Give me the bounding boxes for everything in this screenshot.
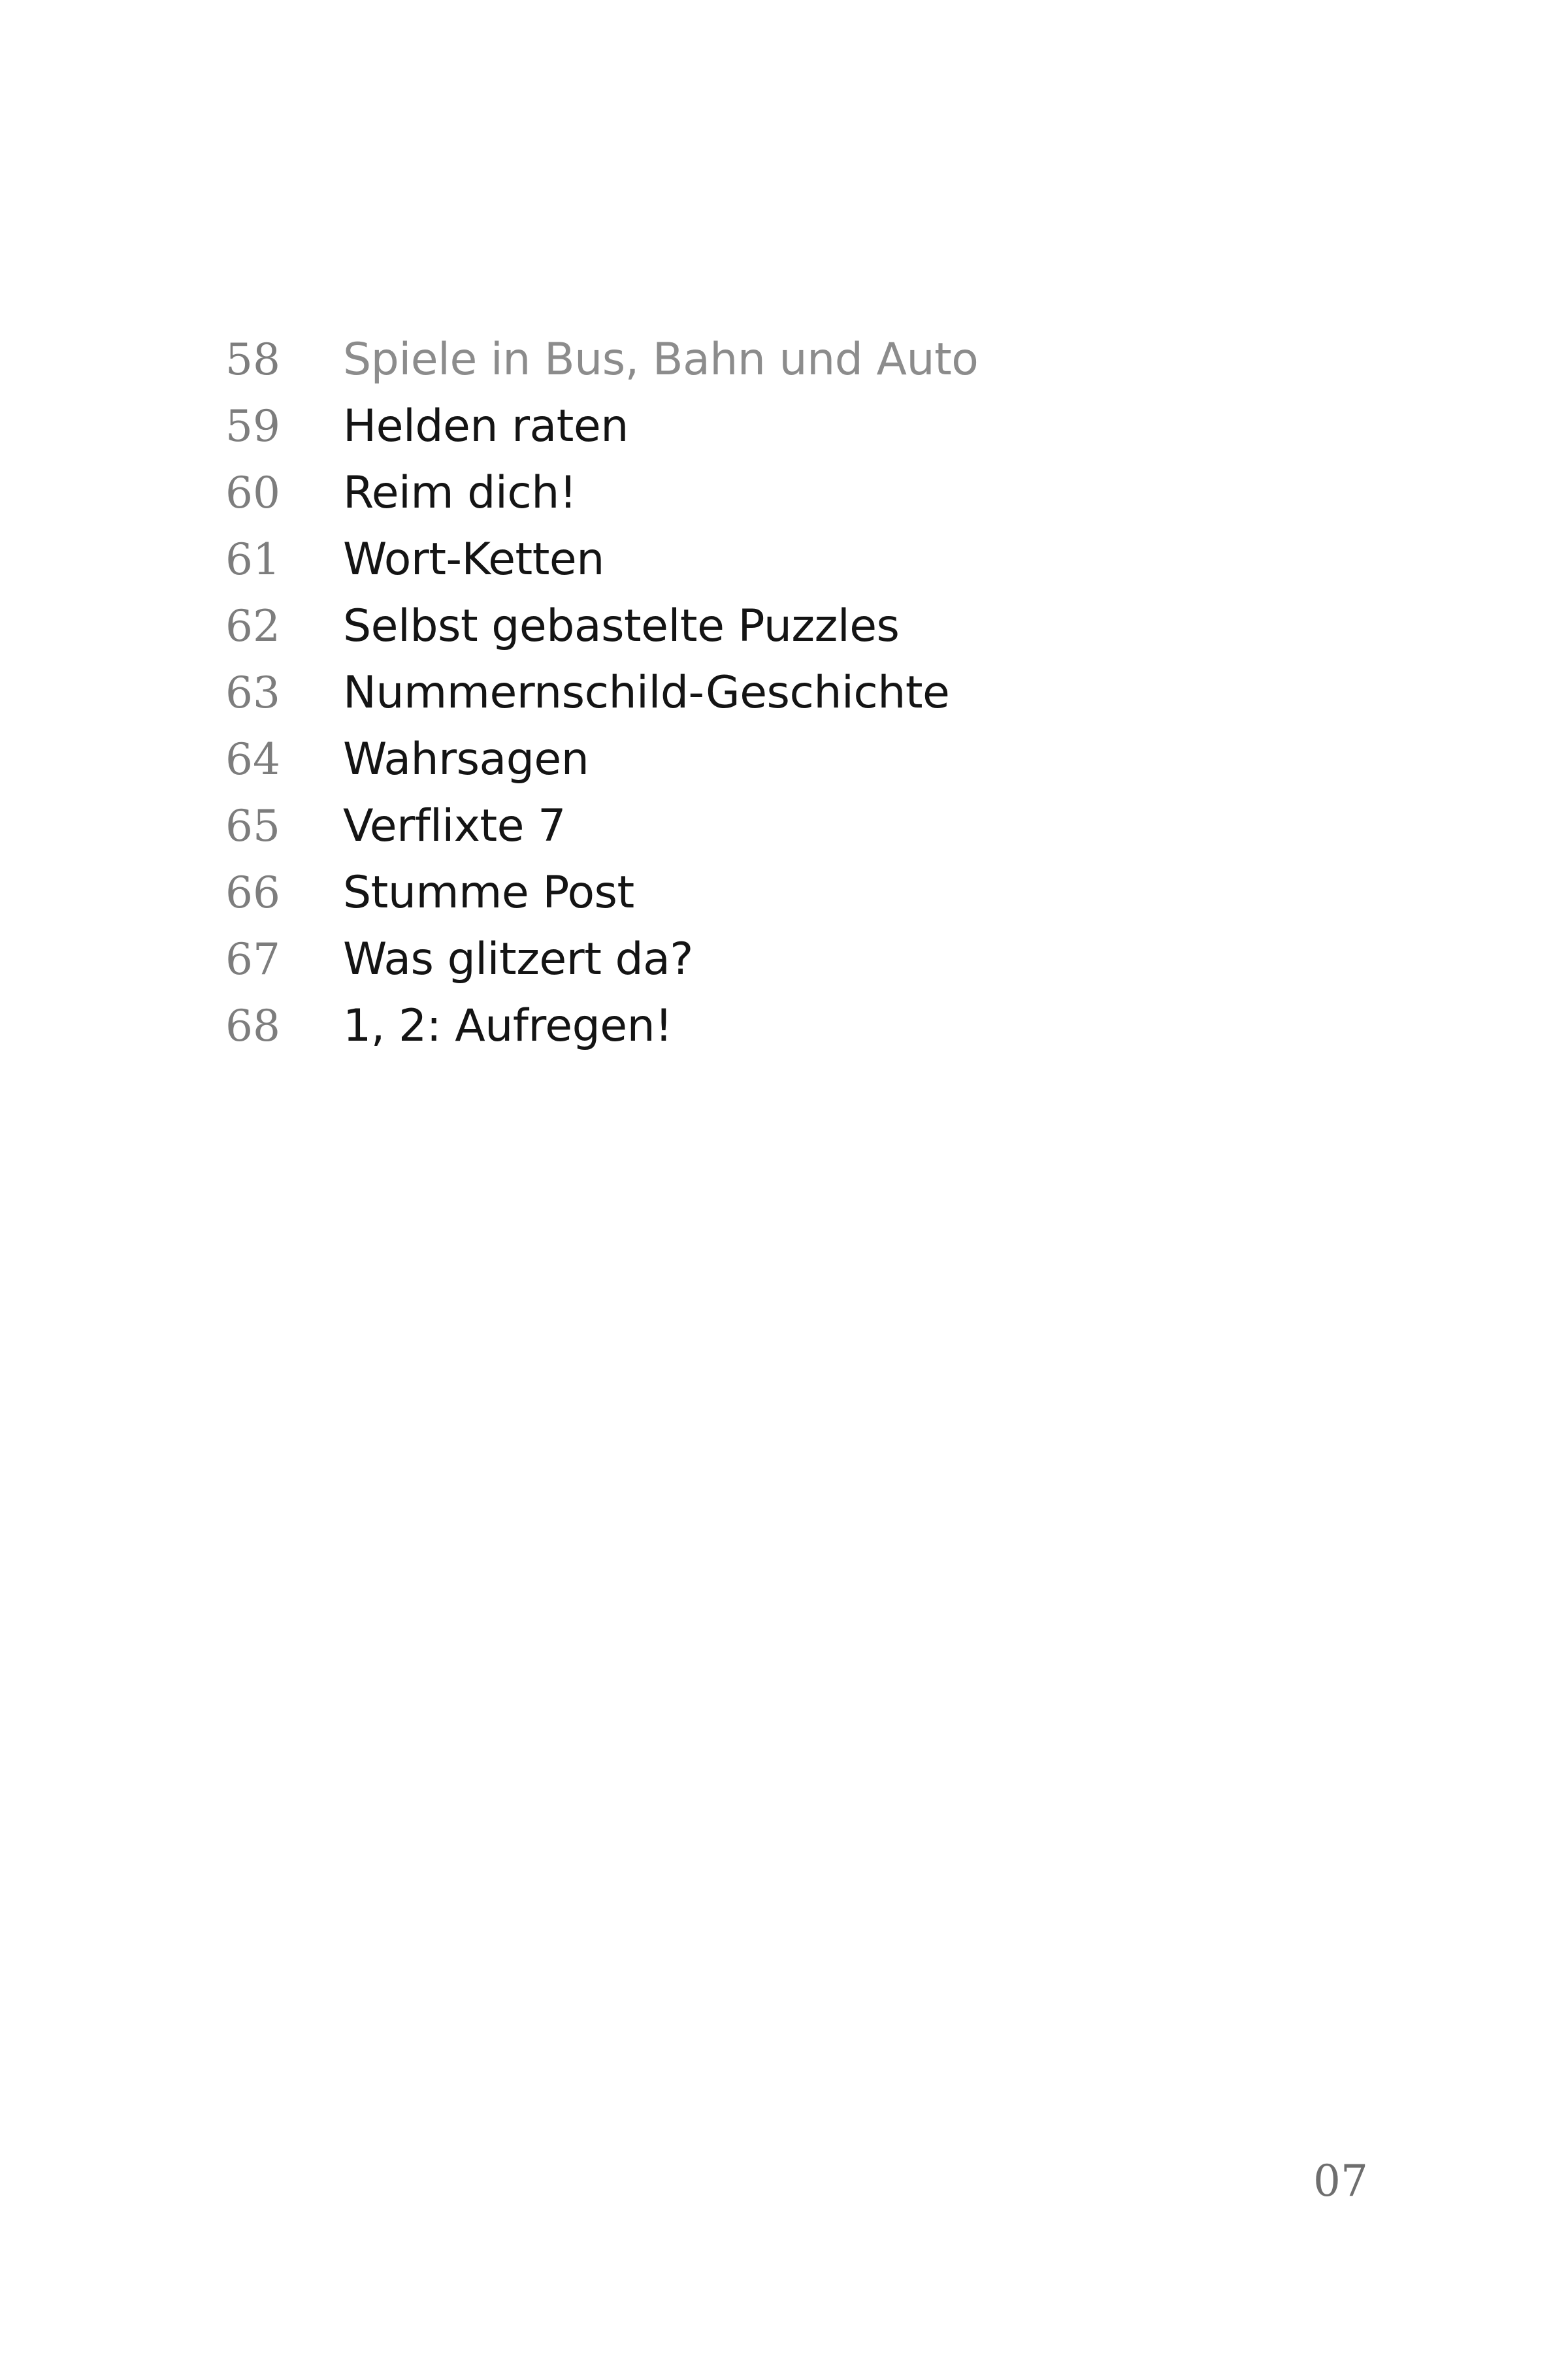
- toc-page-number: 61: [225, 534, 280, 585]
- toc-page-number: 60: [225, 468, 280, 518]
- toc-entry-title: Reim dich!: [343, 467, 577, 519]
- toc-entry: [225, 593, 1336, 660]
- toc-page-number: 68: [225, 1001, 280, 1051]
- table-of-contents: [225, 327, 1336, 1060]
- toc-entry-title: 1, 2: Aufregen!: [343, 1000, 672, 1052]
- toc-page-number: 67: [225, 934, 280, 985]
- toc-entry-title: Verflixte 7: [343, 800, 566, 852]
- toc-entry: [225, 993, 1336, 1060]
- toc-entry-title: Nummernschild-Geschichte: [343, 667, 950, 719]
- toc-section-heading: [225, 327, 1336, 393]
- toc-entry: [225, 793, 1336, 860]
- toc-page-number: 63: [225, 668, 280, 718]
- toc-section-title: Spiele in Bus, Bahn und Auto: [343, 334, 979, 385]
- toc-entry-title: Stumme Post: [343, 867, 634, 919]
- toc-page-number: 58: [225, 334, 280, 385]
- toc-entry: [225, 527, 1336, 593]
- folio-page-number: 07: [1313, 2156, 1368, 2206]
- toc-entry: [225, 460, 1336, 527]
- toc-entry-title: Was glitzert da?: [343, 934, 693, 985]
- toc-page-number: 66: [225, 868, 280, 918]
- toc-entry-title: Helden raten: [343, 400, 629, 452]
- toc-entry-title: Wort-Ketten: [343, 534, 604, 585]
- toc-entry-title: Wahrsagen: [343, 734, 589, 785]
- toc-page-number: 62: [225, 601, 280, 651]
- toc-page-number: 64: [225, 734, 280, 785]
- toc-entry: [225, 726, 1336, 793]
- toc-entry: [225, 926, 1336, 993]
- toc-entry-title: Selbst gebastelte Puzzles: [343, 600, 900, 652]
- toc-page-number: 65: [225, 801, 280, 851]
- toc-entry: [225, 660, 1336, 726]
- toc-page-number: 59: [225, 401, 280, 451]
- toc-entry: [225, 393, 1336, 460]
- toc-entry: [225, 860, 1336, 926]
